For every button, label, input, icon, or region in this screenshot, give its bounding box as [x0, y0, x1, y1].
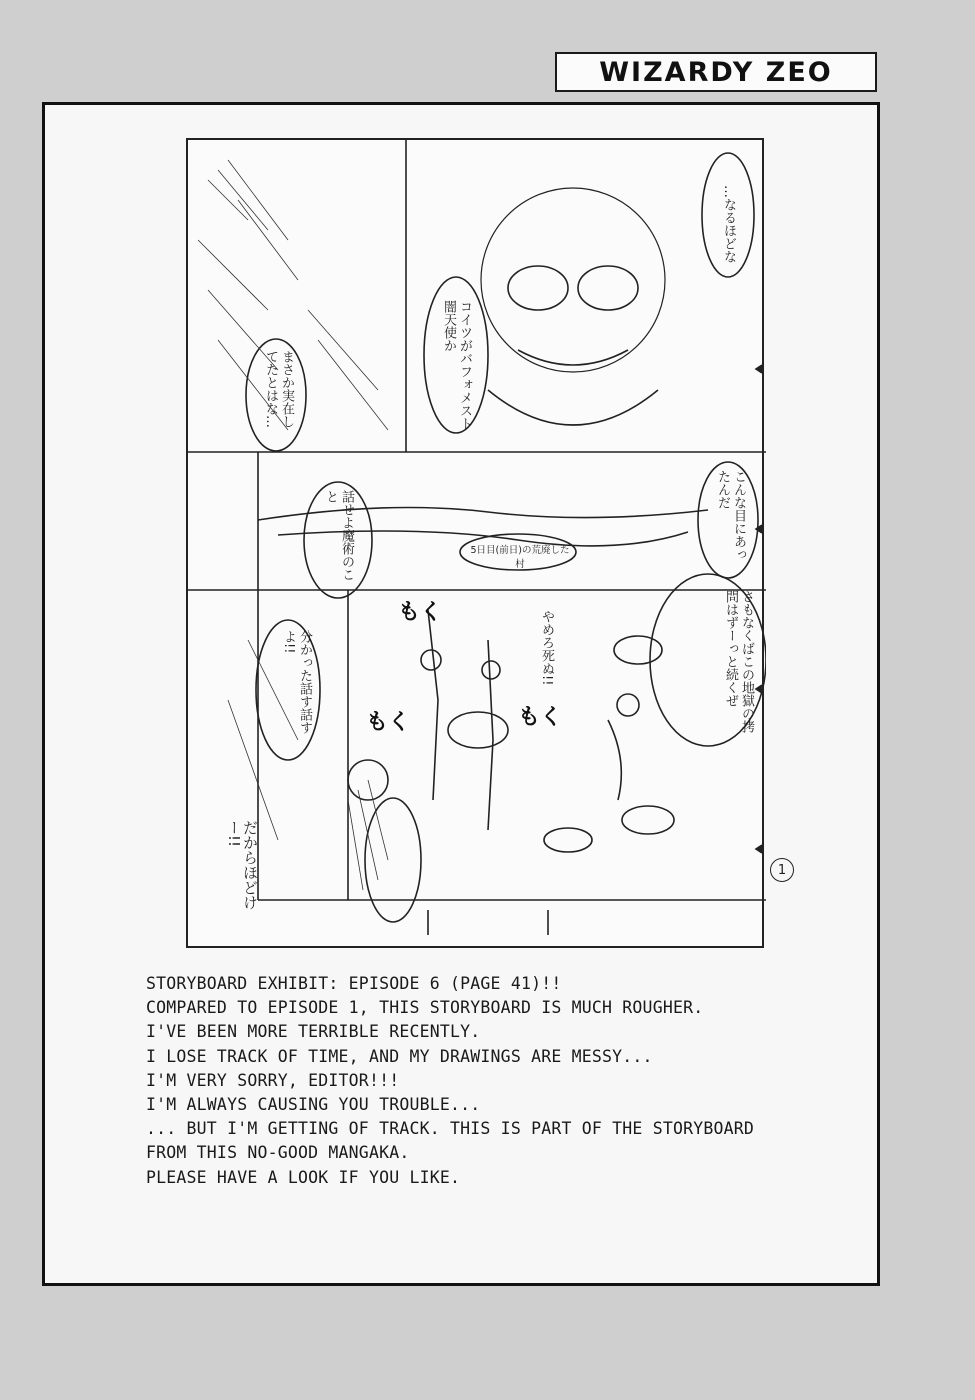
bubble-p3-right: さもなくばこの地獄の拷問はずーっと続くぜ: [723, 590, 754, 733]
caption-line: I LOSE TRACK OF TIME, AND MY DRAWINGS ARE MESSY...: [146, 1046, 653, 1066]
bubble-p2-right: こんな目にあったんだ: [715, 470, 746, 561]
bubble-p1-mid: コイツがバフォメスト闇天使か: [441, 300, 472, 430]
bubble-p3-bottom: だからほどけー!!: [225, 820, 259, 910]
caption-line: I'M ALWAYS CAUSING YOU TROUBLE...: [146, 1095, 481, 1115]
storyboard-sketch: [186, 138, 764, 948]
bubble-p3-left: 分かった話す話すよ!!: [281, 630, 312, 734]
bubble-p3-mid: やめろ死ぬ!!: [539, 610, 554, 686]
caption-text: [146, 972, 846, 1190]
caption-line: COMPARED TO EPISODE 1, THIS STORYBOARD IS MUCH ROUGHER.: [146, 998, 704, 1018]
caption-line: I'M VERY SORRY, EDITOR!!!: [146, 1070, 400, 1090]
caption-line: I'VE BEEN MORE TERRIBLE RECENTLY.: [146, 1022, 481, 1042]
storyboard-page-number: 1: [770, 858, 794, 882]
book-title: WIZARDY ZEO: [555, 52, 877, 92]
sfx-moku-1: もく: [398, 600, 443, 625]
bubble-p1-right: …なるほどな: [721, 185, 736, 263]
caption-line: FROM THIS NO-GOOD MANGAKA.: [146, 1143, 410, 1163]
bubble-p1-left: まさか実在してたとはな…: [263, 350, 294, 428]
caption-line: STORYBOARD EXHIBIT: EPISODE 6 (PAGE 41)!!: [146, 974, 562, 993]
sfx-moku-2: もく: [366, 710, 411, 735]
bubble-p2-left: 話せよ魔術のこと: [323, 490, 354, 581]
sfx-moku-3: もく: [518, 705, 563, 730]
bubble-p2-caption: 5日目(前日)の荒廃した村: [470, 545, 570, 570]
caption-line: PLEASE HAVE A LOOK IF YOU LIKE.: [146, 1167, 461, 1187]
caption-line: ... BUT I'M GETTING OF TRACK. THIS IS PART OF THE STORYBOARD: [146, 1119, 755, 1139]
